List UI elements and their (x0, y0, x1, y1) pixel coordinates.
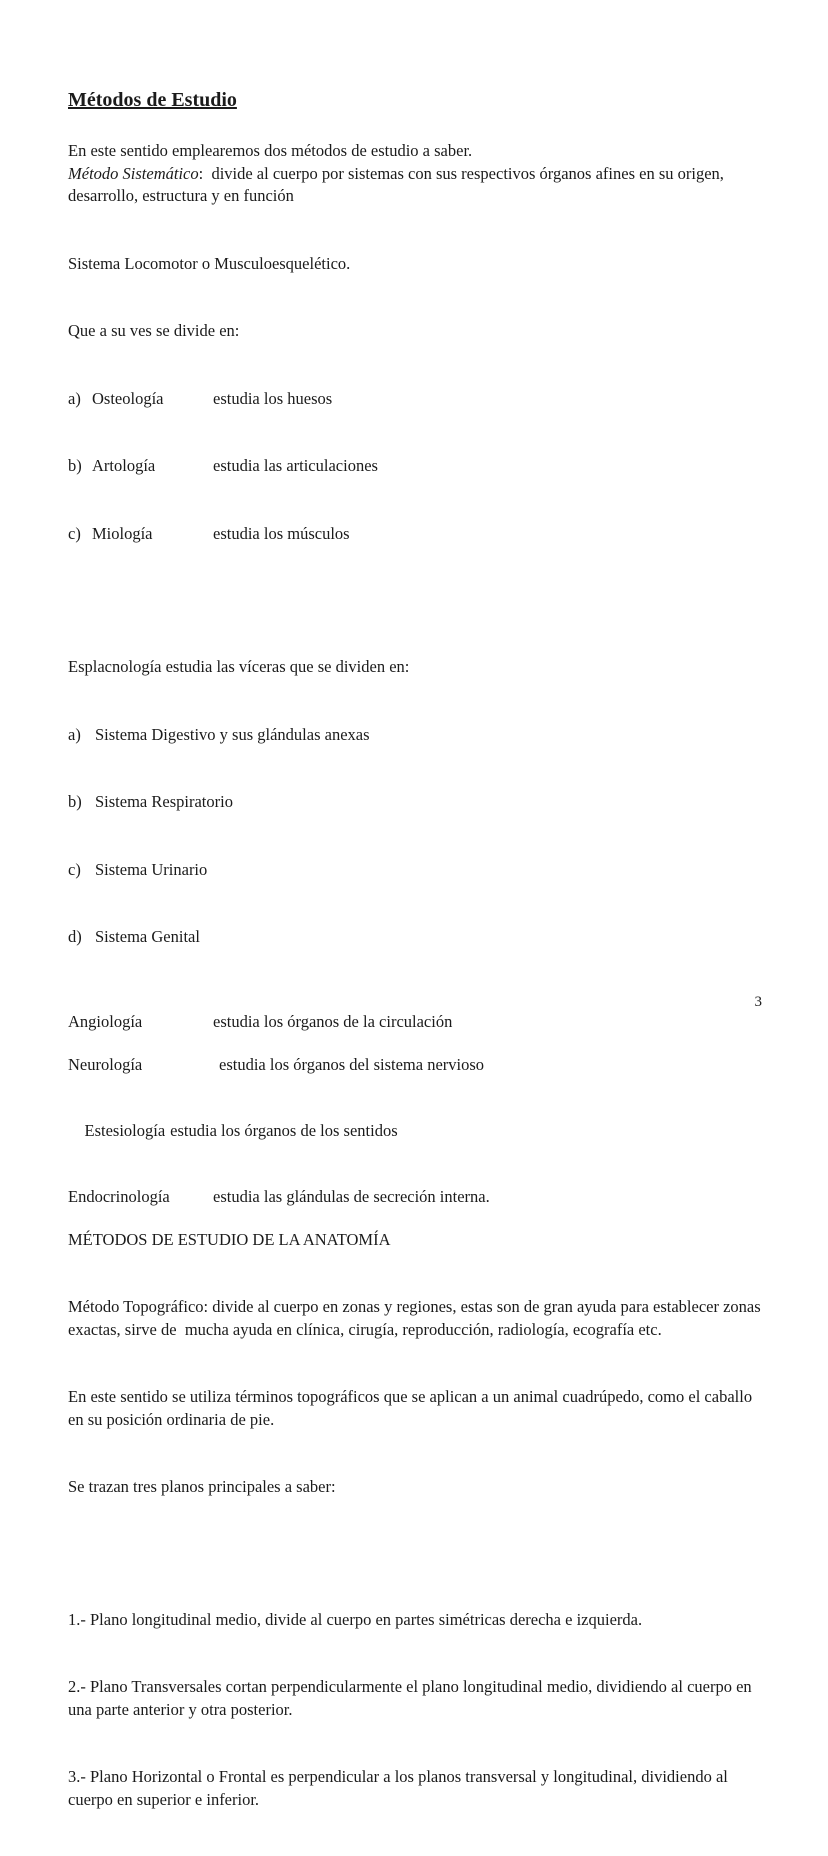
metodo-sistematico-text: : divide al cuerpo por sistemas con sus respectivos órganos afines en su origen, desarrollo, estructura y en función (68, 164, 728, 206)
planos-intro: Se trazan tres planos principales a saber: (68, 1476, 766, 1499)
plano-item: 3.- Plano Horizontal o Frontal es perpendicular a los planos transversal y longitudinal, dividiendo al cuerpo en superior e inferior. (68, 1766, 766, 1811)
discipline-row (68, 1098, 766, 1166)
list-marker: c) (68, 859, 95, 882)
planos-list (68, 1564, 766, 1856)
list-item (68, 455, 766, 478)
plano-item: 1.- Plano longitudinal medio, divide al cuerpo en partes simétricas derecha e izquierda. (68, 1609, 766, 1632)
discipline-row (68, 1054, 766, 1077)
sistema-locomotor-block (68, 208, 766, 591)
list-text: Sistema Respiratorio (95, 791, 233, 814)
list-item (68, 926, 766, 949)
definition: estudia los órganos del sistema nervioso (219, 1054, 484, 1077)
term: Endocrinología (68, 1186, 213, 1209)
metodo-sistematico-paragraph (68, 163, 766, 208)
list-marker: c) (68, 523, 92, 546)
metodo-topografico-block (68, 1251, 766, 1544)
intro-paragraph: En este sentido emplearemos dos métodos de estudio a saber. (68, 140, 766, 163)
esplacnologia-block (68, 611, 766, 994)
list-item (68, 388, 766, 411)
sistema-locomotor-line: Sistema Locomotor o Musculoesquelético. (68, 253, 766, 276)
list-text: Sistema Digestivo y sus glándulas anexas (95, 724, 370, 747)
discipline-row (68, 1011, 766, 1034)
list-item (68, 859, 766, 882)
section-heading: MÉTODOS DE ESTUDIO DE LA ANATOMÍA (68, 1229, 766, 1252)
term: Osteología (92, 388, 213, 411)
definition: estudia los órganos de la circulación (213, 1011, 452, 1034)
list-item (68, 791, 766, 814)
terminos-topograficos-paragraph: En este sentido se utiliza términos topográficos que se aplican a un animal cuadrúpedo, como el caballo en su posición ordinaria de pie. (68, 1386, 766, 1431)
plano-item: 2.- Plano Transversales cortan perpendicularmente el plano longitudinal medio, dividiendo al cuerpo en una parte anterior y otra posterior. (68, 1676, 766, 1721)
term: Angiología (68, 1011, 213, 1034)
term: Neurología (68, 1054, 219, 1077)
list-marker: a) (68, 724, 95, 747)
metodo-sistematico-lead: Método Sistemático (68, 164, 199, 183)
list-marker: d) (68, 926, 95, 949)
definition: estudia los músculos (213, 523, 350, 546)
page-title: Métodos de Estudio (68, 88, 766, 112)
list-text: Sistema Urinario (95, 859, 207, 882)
list-item (68, 724, 766, 747)
discipline-row (68, 1186, 766, 1209)
list-text: Sistema Genital (95, 926, 200, 949)
definition: estudia los huesos (213, 388, 332, 411)
list-marker: a) (68, 388, 92, 411)
list-marker: b) (68, 791, 95, 814)
list-marker: b) (68, 455, 92, 478)
list-item (68, 523, 766, 546)
term: Artología (92, 455, 213, 478)
sistema-locomotor-line: Que a su ves se divide en: (68, 320, 766, 343)
definition: estudia las articulaciones (213, 455, 378, 478)
metodo-topografico-paragraph: Método Topográfico: divide al cuerpo en zonas y regiones, estas son de gran ayuda para establecer zonas exactas, sirve de mucha ayuda en clínica, cirugía, reproducción, radiología, ecografía etc. (68, 1296, 766, 1341)
page-number: 3 (755, 993, 763, 1011)
definition: estudia los órganos de los sentidos (170, 1121, 397, 1140)
term: Estesiología (85, 1121, 166, 1140)
definition: estudia las glándulas de secreción interna. (213, 1186, 490, 1209)
term: Miología (92, 523, 213, 546)
esplacnologia-intro: Esplacnología estudia las víceras que se dividen en: (68, 656, 766, 679)
